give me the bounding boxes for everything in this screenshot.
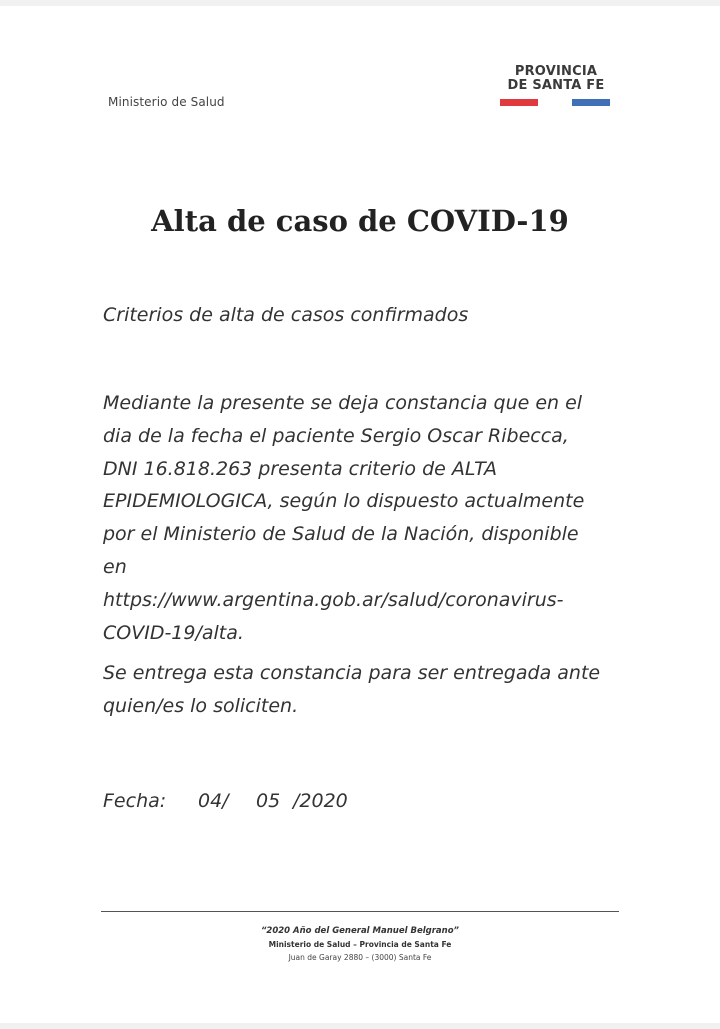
document-page [0,6,720,1023]
date-year: /2020 [293,790,348,812]
date-day: 04/ [198,790,229,812]
body-line: DNI 16.818.263 presenta criterio de ALTA [103,457,498,480]
provincia-santa-fe-logo [498,64,614,112]
closing-line: Se entrega esta constancia para ser entregada ante [103,662,601,684]
ministry-label: Ministerio de Salud [108,95,225,109]
body-link-line: COVID-19/alta. [103,621,244,644]
date-month: 05 [256,790,281,812]
document-title: Alta de caso de COVID-19 [151,204,569,238]
body-line: EPIDEMIOLOGICA, según lo dispuesto actualmente [103,490,585,513]
logo-blue-bar [572,99,610,106]
closing-paragraph [103,657,633,723]
document-subtitle: Criterios de alta de casos confirmados [103,304,469,326]
logo-line-santa-fe: DE SANTA FE [507,78,605,93]
body-line: dia de la fecha el paciente Sergio Oscar Ribecca, [103,424,569,447]
footer-motto: “2020 Año del General Manuel Belgrano” [260,926,460,936]
date-label: Fecha: [103,790,167,812]
body-line: Mediante la presente se deja constancia que en el [103,392,583,414]
body-line: por el Ministerio de Salud de la Nación, disponible [103,523,579,546]
body-line: en [103,555,127,578]
footer-institution: Ministerio de Salud – Provincia de Santa Fe [268,940,452,949]
logo-red-bar [500,99,538,106]
footer-divider [101,911,619,912]
body-paragraph [103,387,633,649]
logo-line-provincia: PROVINCIA [514,64,598,79]
closing-line: quien/es lo soliciten. [103,694,299,717]
footer-address: Juan de Garay 2880 – (3000) Santa Fe [288,953,432,962]
body-link-line: https://www.argentina.gob.ar/salud/coronavirus- [103,588,564,611]
